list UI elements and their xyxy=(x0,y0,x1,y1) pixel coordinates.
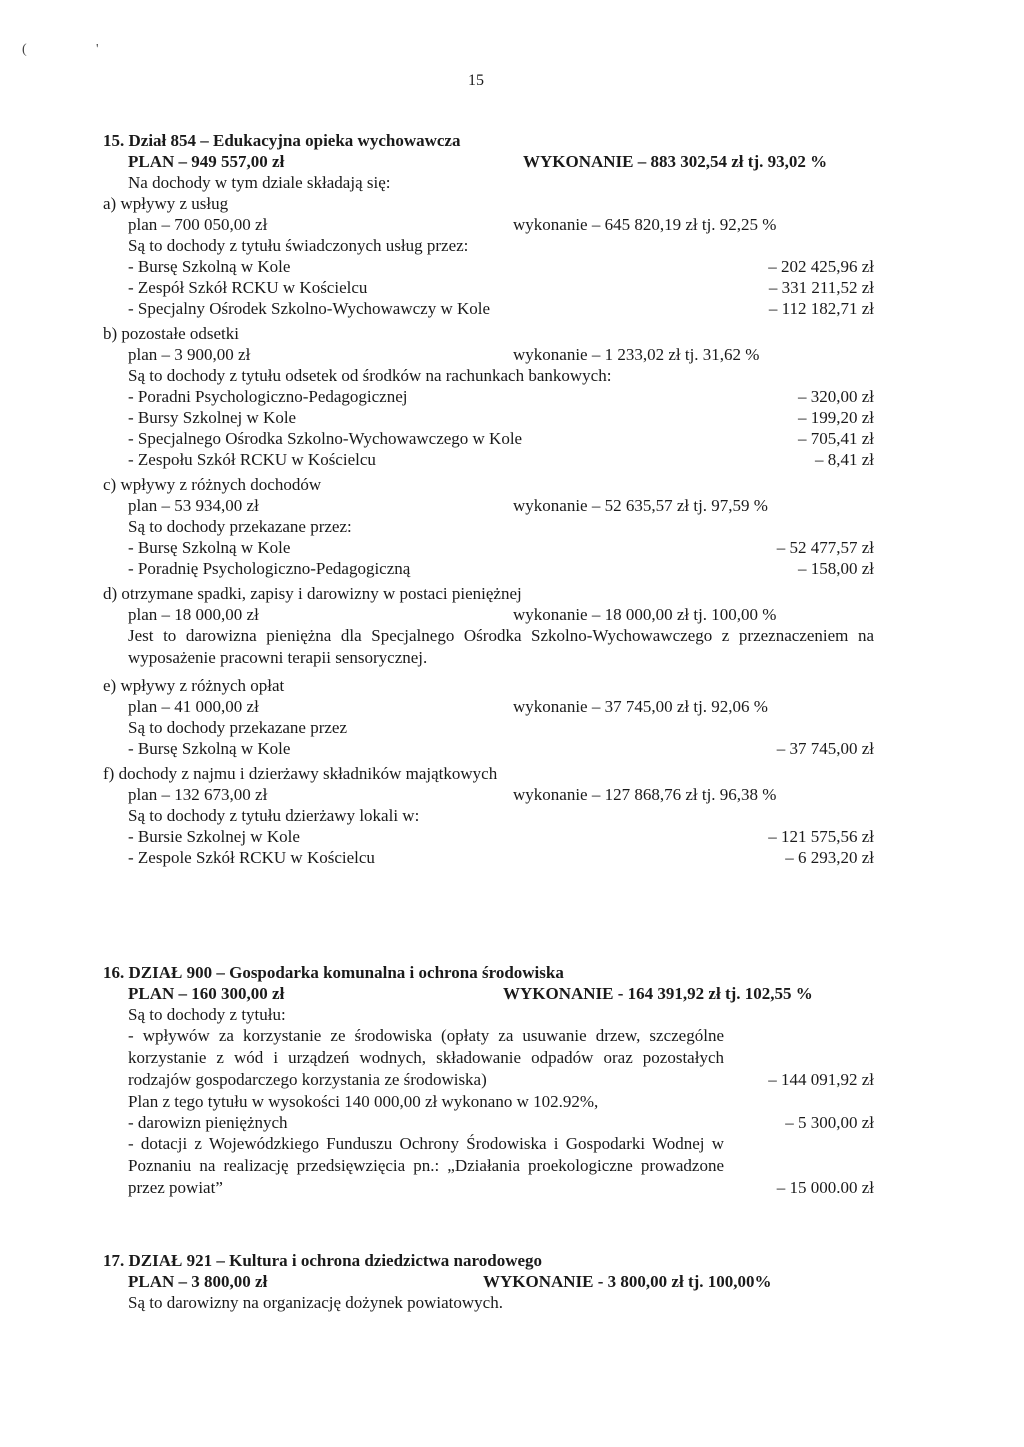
scan-artifact: ( xyxy=(22,42,27,57)
list-item xyxy=(103,298,874,319)
execution-amount: wykonanie – 18 000,00 zł tj. 100,00 % xyxy=(513,605,777,624)
plan-row xyxy=(103,604,874,625)
item-value: – 158,00 zł xyxy=(797,559,874,578)
item-value: – 52 477,57 zł xyxy=(776,538,874,557)
section-title: 15. Dział 854 – Edukacyjna opieka wychowawcza xyxy=(103,131,461,150)
item-text: - dotacji z Wojewódzkiego Funduszu Ochrony Środowiska i Gospodarki Wodnej w Poznaniu na realizację przedsięwzięcia pn.: „Działania proekologiczne prowadzone przez powiat” xyxy=(128,1134,724,1197)
plan-amount: plan – 700 050,00 zł xyxy=(128,215,268,234)
intro-text: Są to darowizny na organizację dożynek powiatowych. xyxy=(128,1293,503,1312)
item-value: – 112 182,71 zł xyxy=(768,299,874,318)
item-value: – 5 300,00 zł xyxy=(785,1113,874,1132)
list-item xyxy=(103,537,874,558)
intro-text: Są to dochody z tytułu świadczonych usług przez: xyxy=(128,236,469,255)
plan-row xyxy=(103,214,874,235)
plan-row xyxy=(103,1271,874,1292)
subsection-label: c) wpływy z różnych dochodów xyxy=(103,475,322,494)
execution-amount: WYKONANIE - 164 391,92 zł tj. 102,55 % xyxy=(503,984,813,1003)
scan-artifact: ' xyxy=(96,42,99,57)
paragraph: Jest to darowizna pieniężna dla Specjalnego Ośrodka Szkolno-Wychowawczego z przeznaczeniem na wyposażenie pracowni terapii sensorycznej. xyxy=(128,626,874,667)
item-name: - Bursę Szkolną w Kole xyxy=(128,538,291,557)
intro-text: Są to dochody z tytułu: xyxy=(128,1005,286,1024)
intro-text: Na dochody w tym dziale składają się: xyxy=(128,173,391,192)
subsection-label: b) pozostałe odsetki xyxy=(103,324,239,343)
item-value: – 144 091,92 zł xyxy=(768,1070,874,1089)
list-item xyxy=(103,558,874,579)
item-name: - Poradnię Psychologiczno-Pedagogiczną xyxy=(128,559,411,578)
list-item xyxy=(103,847,874,868)
item-value: – 121 575,56 zł xyxy=(768,827,874,846)
list-item xyxy=(103,277,874,298)
plan-row xyxy=(103,495,874,516)
list-item xyxy=(103,738,874,759)
section-900 xyxy=(103,962,874,1199)
item-value: – 37 745,00 zł xyxy=(776,739,874,758)
page-number: 15 xyxy=(468,72,484,89)
plan-amount: plan – 3 900,00 zł xyxy=(128,345,251,364)
item-value: – 331 211,52 zł xyxy=(768,278,874,297)
item-name: - Zespół Szkół RCKU w Kościelcu xyxy=(128,278,368,297)
subsection-label: a) wpływy z usług xyxy=(103,194,229,213)
item-name: - Specjalny Ośrodek Szkolno-Wychowawczy w Kole xyxy=(128,299,491,318)
plan-row xyxy=(103,784,874,805)
list-item xyxy=(103,449,874,470)
intro-text: Są to dochody z tytułu dzierżawy lokali w: xyxy=(128,806,420,825)
item-name: - Bursę Szkolną w Kole xyxy=(128,257,291,276)
section-921 xyxy=(103,1250,874,1313)
item-name: - Specjalnego Ośrodka Szkolno-Wychowawczego w Kole xyxy=(128,429,523,448)
item-value: – 6 293,20 zł xyxy=(785,848,874,867)
note-text: Plan z tego tytułu w wysokości 140 000,00 zł wykonano w 102.92%, xyxy=(128,1092,599,1111)
item-name: - Poradni Psychologiczno-Pedagogicznej xyxy=(128,387,408,406)
plan-row xyxy=(103,696,874,717)
plan-amount: plan – 41 000,00 zł xyxy=(128,697,259,716)
plan-row xyxy=(103,151,874,172)
list-item xyxy=(103,428,874,449)
plan-amount: plan – 53 934,00 zł xyxy=(128,496,259,515)
execution-amount: wykonanie – 37 745,00 zł tj. 92,06 % xyxy=(513,697,768,716)
item-name: - Zespole Szkół RCKU w Kościelcu xyxy=(128,848,375,867)
item-value: – 199,20 zł xyxy=(797,408,874,427)
item-value: – 705,41 zł xyxy=(797,429,874,448)
intro-text: Są to dochody przekazane przez xyxy=(128,718,347,737)
list-item xyxy=(103,386,874,407)
execution-amount: wykonanie – 127 868,76 zł tj. 96,38 % xyxy=(513,785,777,804)
list-item xyxy=(103,826,874,847)
section-title: 17. DZIAŁ 921 – Kultura i ochrona dziedzictwa narodowego xyxy=(103,1251,543,1270)
plan-amount: PLAN – 160 300,00 zł xyxy=(128,984,285,1003)
list-item xyxy=(103,1112,874,1133)
execution-amount: WYKONANIE - 3 800,00 zł tj. 100,00% xyxy=(483,1272,772,1291)
list-item xyxy=(103,1133,874,1199)
execution-amount: wykonanie – 1 233,02 zł tj. 31,62 % xyxy=(513,345,760,364)
list-item xyxy=(103,407,874,428)
section-title: 16. DZIAŁ 900 – Gospodarka komunalna i ochrona środowiska xyxy=(103,963,564,982)
plan-amount: PLAN – 949 557,00 zł xyxy=(128,152,285,171)
subsection-label: f) dochody z najmu i dzierżawy składników majątkowych xyxy=(103,764,498,783)
item-name: - Zespołu Szkół RCKU w Kościelcu xyxy=(128,450,376,469)
item-value: – 320,00 zł xyxy=(797,387,874,406)
plan-row xyxy=(103,983,874,1004)
execution-amount: wykonanie – 645 820,19 zł tj. 92,25 % xyxy=(513,215,777,234)
plan-row xyxy=(103,344,874,365)
execution-amount: wykonanie – 52 635,57 zł tj. 97,59 % xyxy=(513,496,768,515)
execution-amount: WYKONANIE – 883 302,54 zł tj. 93,02 % xyxy=(523,152,828,171)
section-854 xyxy=(103,130,874,868)
intro-text: Są to dochody z tytułu odsetek od środków na rachunkach bankowych: xyxy=(128,366,612,385)
plan-amount: plan – 132 673,00 zł xyxy=(128,785,268,804)
item-name: - Bursę Szkolną w Kole xyxy=(128,739,291,758)
item-value: – 202 425,96 zł xyxy=(768,257,874,276)
item-text: - wpływów za korzystanie ze środowiska (opłaty za usuwanie drzew, szczególne korzystanie z wód i urządzeń wodnych, składowanie odpadów oraz pozostałych rodzajów gospodarczego korzystania ze środowiska) xyxy=(128,1026,724,1089)
item-text: - darowizn pieniężnych xyxy=(128,1113,288,1132)
subsection-label: e) wpływy z różnych opłat xyxy=(103,676,285,695)
plan-amount: PLAN – 3 800,00 zł xyxy=(128,1272,268,1291)
list-item xyxy=(103,1025,874,1091)
list-item xyxy=(103,256,874,277)
intro-text: Są to dochody przekazane przez: xyxy=(128,517,352,536)
plan-amount: plan – 18 000,00 zł xyxy=(128,605,259,624)
item-value: – 15 000.00 zł xyxy=(776,1178,874,1197)
item-name: - Bursie Szkolnej w Kole xyxy=(128,827,300,846)
item-name: - Bursy Szkolnej w Kole xyxy=(128,408,297,427)
subsection-label: d) otrzymane spadki, zapisy i darowizny w postaci pieniężnej xyxy=(103,584,522,603)
item-value: – 8,41 zł xyxy=(814,450,874,469)
